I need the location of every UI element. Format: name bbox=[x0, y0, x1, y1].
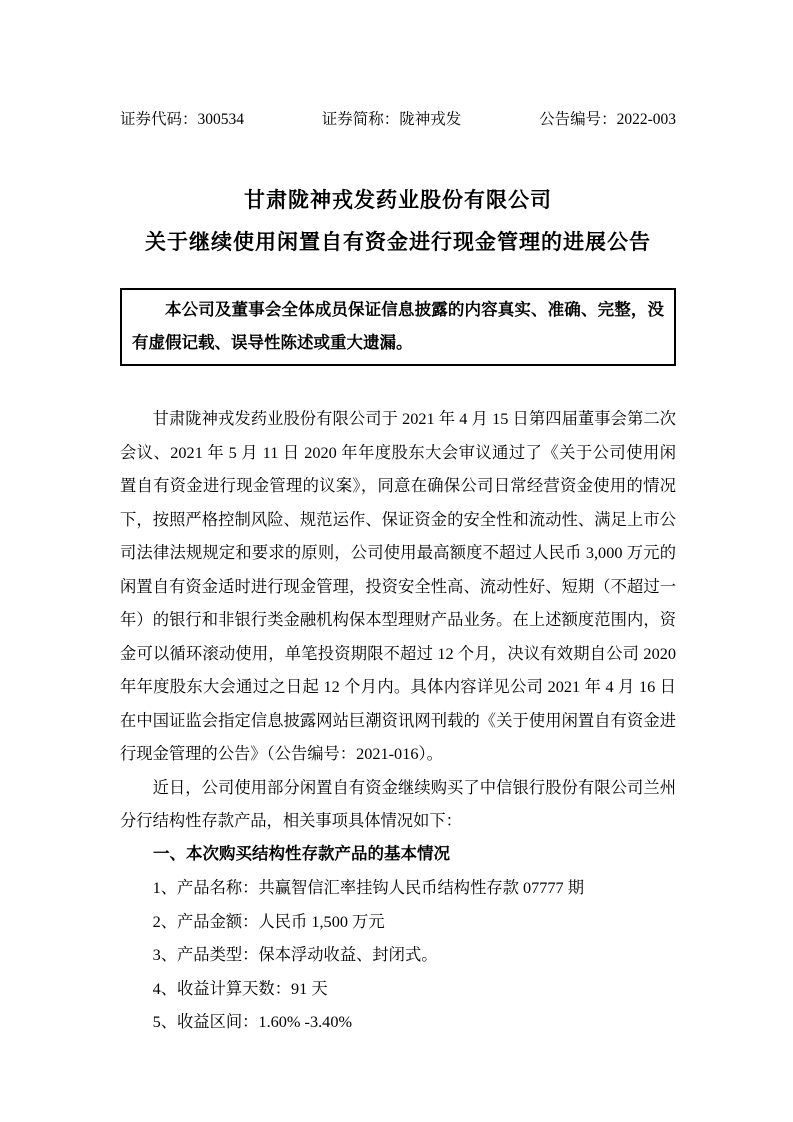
product-name-item: 1、产品名称：共赢智信汇率挂钩人民币结构性存款 07777 期 bbox=[152, 878, 585, 897]
announcement-number-label: 公告编号：2022-003 bbox=[539, 111, 676, 128]
product-type-item: 3、产品类型：保本浮动收益、封闭式。 bbox=[152, 945, 438, 964]
product-amount-item: 2、产品金额：人民币 1,500 万元 bbox=[152, 911, 385, 931]
title-block bbox=[120, 180, 676, 264]
section-1-heading: 一、本次购买结构性存款产品的基本情况 bbox=[153, 844, 450, 863]
document-header bbox=[120, 110, 676, 130]
yield-days-item: 4、收益计算天数：91 天 bbox=[152, 978, 328, 998]
disclaimer-box bbox=[120, 288, 676, 366]
company-name-title: 甘肃陇神戎发药业股份有限公司 bbox=[244, 189, 552, 212]
intro-paragraph: 甘肃陇神戎发药业股份有限公司于 2021 年 4 月 15 日第四届董事会第二次会议、2021 年 5 月 11 日 2020 年年度股东大会审议通过了《关于公司使用闲置自有资金进行现金管理的议案》，同意在确保公司日常经营资金使用的情况下，按照严格控制风险、规范运作、保证资金的安全性和流动性、满足上市公司法律法规规定和要求的原则，公司使用最高额度不超过人民币 3,000 万元的闲置自有资金适时进行现金管理，投资安全性高、流动性好、短期（不超过一年）的银行和非银行类金融机构保本型理财产品业务。在上述额度范围内，资金可以循环滚动使用，单笔投资期限不超过 12 个月，决议有效期自公司 2020 年年度股东大会通过之日起 12 个月内。具体内容详见公司 2021 年 4 月 16 日在中国证监会指定信息披露网站巨潮资讯网刊载的《关于使用闲置自有资金进行现金管理的公告》（公告编号：2021-016）。 bbox=[120, 409, 676, 763]
announcement-subject-title: 关于继续使用闲置自有资金进行现金管理的进展公告 bbox=[145, 231, 651, 254]
disclaimer-text: 本公司及董事会全体成员保证信息披露的内容真实、准确、完整，没有虚假记载、误导性陈述或重大遗漏。 bbox=[132, 300, 664, 352]
recent-purchase-paragraph: 近日，公司使用部分闲置自有资金继续购买了中信银行股份有限公司兰州分行结构性存款产品，相关事项具体情况如下： bbox=[120, 777, 676, 830]
stock-short-name-label: 证券简称：陇神戎发 bbox=[321, 111, 462, 128]
stock-code-label: 证券代码：300534 bbox=[120, 111, 245, 128]
yield-range-item: 5、收益区间：1.60% -3.40% bbox=[152, 1012, 353, 1031]
